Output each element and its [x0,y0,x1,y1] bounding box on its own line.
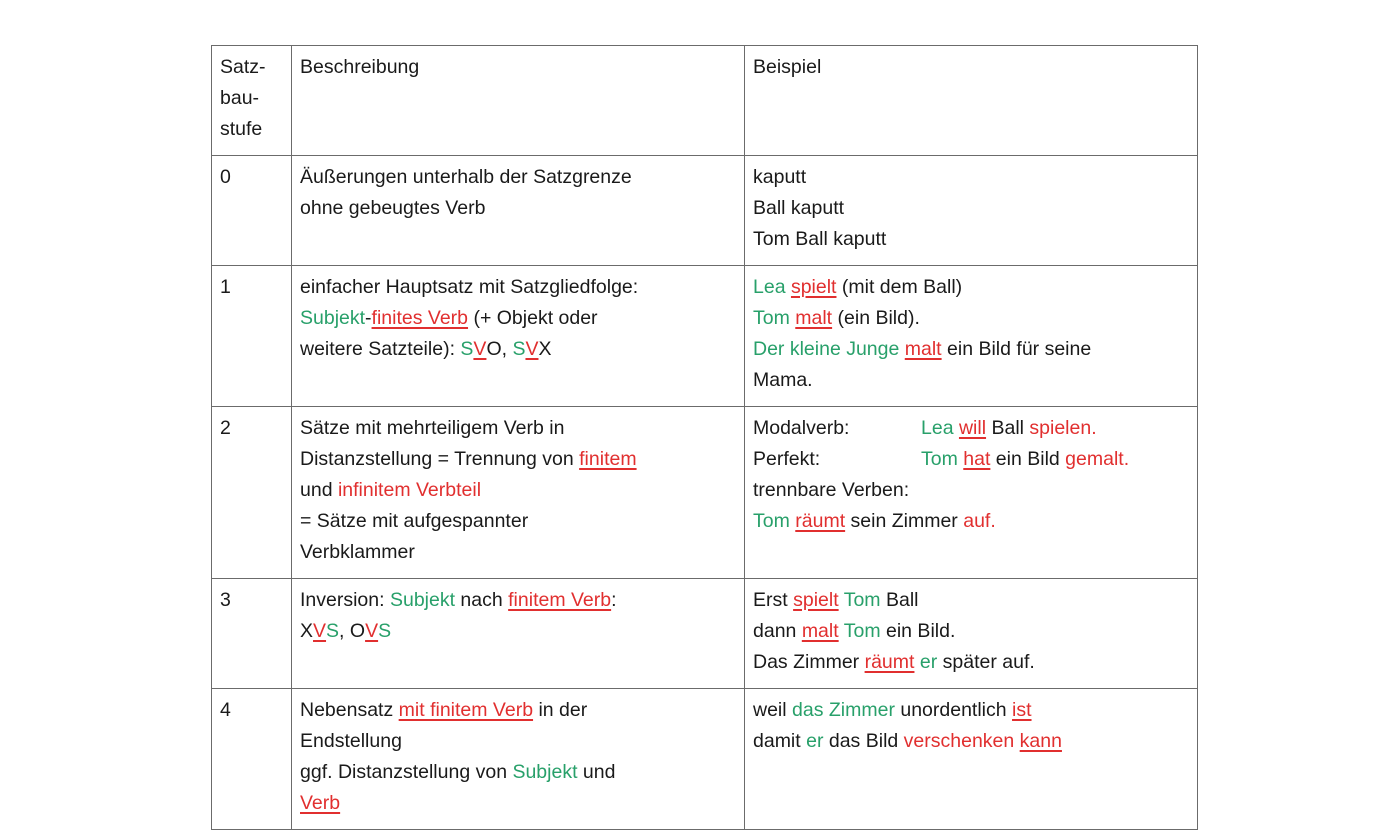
text-span: verschenken [903,730,1020,752]
text-span: gemalt. [1065,448,1130,470]
text-span: dann [753,620,802,642]
satzbaustufe-value: 3 [220,589,231,611]
beispiel-line [753,272,1189,303]
beschreibung-line [300,162,736,193]
text-span: nach [455,589,509,611]
text-span: unordentlich [894,699,1013,721]
text-span: weil [753,699,793,721]
text-span: (ein Bild). [832,307,920,329]
text-span: das Bild [823,730,904,752]
text-span: Mama. [753,369,813,391]
cell-beschreibung [292,407,745,579]
cell-beispiel [745,407,1198,579]
cell-satzbaustufe [212,407,292,579]
table-row [212,689,1198,830]
header-line-1: Satz- [220,56,266,78]
text-span: (mit dem Ball) [836,276,963,298]
text-span: spielt [790,276,837,298]
text-span: V [313,620,327,642]
satzbaustufe-value: 0 [220,166,231,188]
text-span: X [300,620,314,642]
text-span: Modalverb: [753,417,850,439]
beispiel-line [753,695,1189,726]
text-span: kaputt [753,166,807,188]
text-span: X [538,338,552,360]
text-span: Ball [986,417,1030,439]
satzbaustufe-value: 1 [220,276,231,298]
text-span: - [365,307,372,329]
text-span: Lea [753,276,791,298]
text-span: hat [963,448,991,470]
text-span: Äußerungen unterhalb der Satzgrenze [300,166,632,188]
table-header-row [212,46,1198,156]
text-span: Subjekt [512,761,578,783]
text-span: Perfekt: [753,448,821,470]
beispiel-line [753,506,1189,537]
text-span: malt [795,307,833,329]
text-span: ist [1012,699,1032,721]
text-span: ggf. Distanzstellung von [300,761,513,783]
text-span: will [958,417,987,439]
beispiel-line [753,413,1189,444]
text-span: spielen. [1029,417,1097,439]
text-span: Der kleine Junge [753,338,905,360]
header-line-2: bau- [220,87,260,109]
satzbaustufe-value: 4 [220,699,231,721]
text-span: Das Zimmer [753,651,865,673]
text-span: S [460,338,474,360]
beispiel-line [753,334,1189,365]
text-span: V [365,620,379,642]
text-span: V [473,338,487,360]
text-span: ein Bild [990,448,1066,470]
beschreibung-line [300,475,736,506]
beschreibung-line [300,726,736,757]
column-header-beschreibung: Beschreibung [292,46,745,156]
text-span: Sätze mit mehrteiligem Verb in [300,417,565,439]
text-span: Ball [880,589,919,611]
text-span: Verbklammer [300,541,415,563]
table-row [212,579,1198,689]
text-span: ohne gebeugtes Verb [300,197,486,219]
beschreibung-line [300,193,736,224]
text-span: Tom [843,620,881,642]
beschreibung-line [300,303,736,334]
text-span: Tom Ball kaputt [753,228,887,250]
text-span: weitere Satzteile): [300,338,461,360]
text-span: finitem Verb [508,589,612,611]
cell-beschreibung [292,266,745,407]
text-span: malt [801,620,839,642]
cell-beschreibung [292,156,745,266]
text-span: trennbare Verben: [753,479,910,501]
text-span: in der [533,699,588,721]
text-span: (+ Objekt oder [468,307,598,329]
text-span: V [525,338,539,360]
text-span: : [611,589,617,611]
cell-satzbaustufe [212,156,292,266]
text-span: und [577,761,616,783]
beschreibung-line [300,444,736,475]
text-span: räumt [864,651,915,673]
text-span: S [378,620,392,642]
text-span: mit finitem Verb [398,699,534,721]
text-span: Lea [921,417,959,439]
text-span: malt [904,338,942,360]
beschreibung-line [300,413,736,444]
table-row [212,156,1198,266]
beispiel-line [753,303,1189,334]
text-span: Tom [753,510,796,532]
text-span: sein Zimmer [845,510,964,532]
beschreibung-line [300,757,736,788]
text-span: Tom [921,448,964,470]
text-span: das Zimmer [792,699,895,721]
text-span: O, [486,338,513,360]
beschreibung-line [300,272,736,303]
cell-satzbaustufe [212,579,292,689]
text-span: Endstellung [300,730,402,752]
header-line-3: stufe [220,118,263,140]
table-row [212,266,1198,407]
table-body [212,156,1198,830]
satzbaustufen-table [211,45,1198,830]
text-span: später auf. [937,651,1035,673]
beispiel-line [753,616,1189,647]
text-span: Subjekt [389,589,456,611]
cell-beispiel [745,156,1198,266]
column-header-satzbaustufe [212,46,292,156]
beispiel-line [753,224,1189,255]
beispiel-line [753,365,1189,396]
beschreibung-line [300,616,736,647]
beschreibung-line [300,506,736,537]
text-span: Subjekt [300,307,366,329]
text-span: er [919,651,938,673]
beispiel-line [753,726,1189,757]
text-span: Erst [753,589,794,611]
cell-satzbaustufe [212,266,292,407]
beispiel-line [753,647,1189,678]
beispiel-line [753,585,1189,616]
beschreibung-line [300,585,736,616]
cell-satzbaustufe [212,689,292,830]
text-span: Tom [753,307,796,329]
satzbaustufe-value: 2 [220,417,231,439]
beispiel-line [753,162,1189,193]
beschreibung-line [300,788,736,819]
text-span: spielt [793,589,839,611]
text-span: ein Bild für seine [941,338,1092,360]
beschreibung-line [300,695,736,726]
text-span: Verb [300,792,341,814]
text-span: ein Bild. [880,620,956,642]
text-span: Inversion: [300,589,390,611]
text-span: kann [1019,730,1062,752]
text-span: und [300,479,338,501]
text-span: räumt [795,510,846,532]
text-span: infinitem Verbteil [337,479,482,501]
beschreibung-line [300,537,736,568]
beispiel-line [753,475,1189,506]
text-span: , O [339,620,366,642]
text-span: er [806,730,824,752]
beispiel-line [753,444,1189,475]
text-span: auf. [963,510,996,532]
text-span: Nebensatz [300,699,399,721]
text-span: = Sätze mit aufgespannter [300,510,529,532]
text-span: Tom [843,589,881,611]
text-span: damit [753,730,807,752]
text-span: S [512,338,526,360]
cell-beschreibung [292,579,745,689]
cell-beispiel [745,579,1198,689]
beschreibung-line [300,334,736,365]
text-span: Ball kaputt [753,197,845,219]
beispiel-line [753,193,1189,224]
table-row [212,407,1198,579]
text-span: S [326,620,340,642]
text-span: finites Verb [371,307,469,329]
text-span: Distanzstellung = Trennung von [300,448,580,470]
cell-beschreibung [292,689,745,830]
text-span: einfacher Hauptsatz mit Satzgliedfolge: [300,276,639,298]
cell-beispiel [745,689,1198,830]
text-span: finitem [579,448,637,470]
column-header-beispiel: Beispiel [745,46,1198,156]
cell-beispiel [745,266,1198,407]
